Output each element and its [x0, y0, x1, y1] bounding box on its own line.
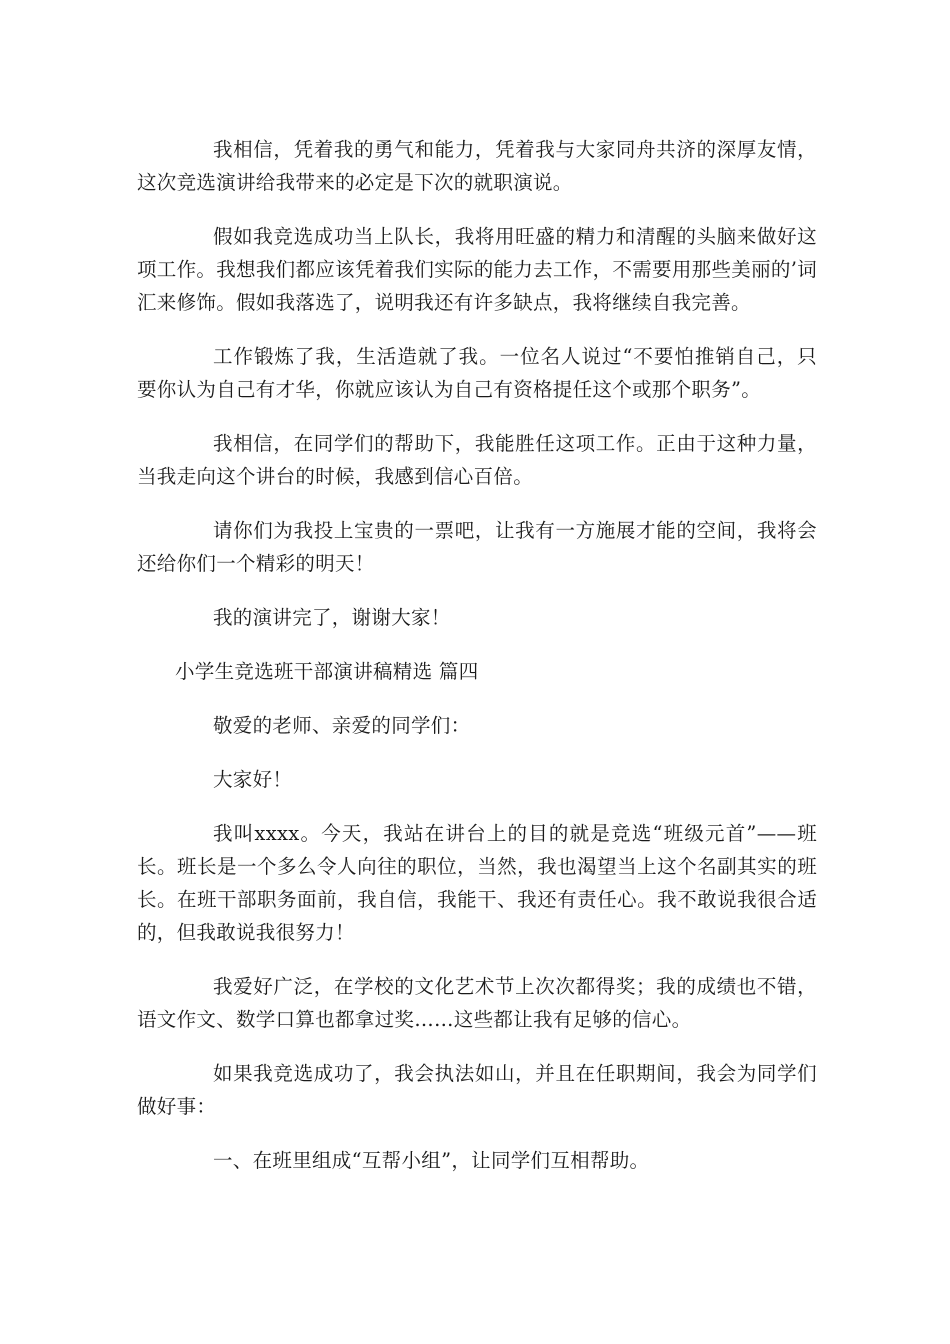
paragraph-closing-thanks: 我的演讲完了，谢谢大家！	[213, 606, 451, 629]
paragraph-if-elected-captain: 假如我竞选成功当上队长，我将用旺盛的精力和清醒的头脑来做好这项工作。我想我们都应该凭着我们实际的能力去工作，不需要用那些美丽的’词汇来修饰。假如我落选了，说明我还有许多缺点，我将继续自我完善。	[137, 225, 817, 314]
section-heading: 小学生竞选班干部演讲稿精选 篇四	[175, 660, 479, 683]
paragraph-greeting: 大家好！	[213, 768, 293, 791]
paragraph-vote-request: 请你们为我投上宝贵的一票吧，让我有一方施展才能的空间，我将会还给你们一个精彩的明天！	[137, 519, 817, 575]
paragraph-confidence: 我相信，凭着我的勇气和能力，凭着我与大家同舟共济的深厚友情，这次竞选演讲给我带来的必定是下次的就职演说。	[137, 138, 817, 194]
document-body	[137, 133, 817, 1198]
paragraph-introduction: 我叫xxxx。今天，我站在讲台上的目的就是竞选“班级元首”——班长。班长是一个多么令人向往的职位，当然，我也渴望当上这个名副其实的班长。在班干部职务面前，我自信，我能干、我还有责任心。我不敢说我很合适的，但我敢说我很努力！	[137, 822, 817, 944]
paragraph-promise: 如果我竞选成功了，我会执法如山，并且在任职期间，我会为同学们做好事：	[137, 1062, 817, 1118]
paragraph-hobbies: 我爱好广泛，在学校的文化艺术节上次次都得奖；我的成绩也不错，语文作文、数学口算也都拿过奖……这些都让我有足够的信心。	[137, 975, 817, 1031]
paragraph-point-one: 一、在班里组成“互帮小组”，让同学们互相帮助。	[213, 1149, 650, 1172]
paragraph-work-forged-me: 工作锻炼了我，生活造就了我。一位名人说过“不要怕推销自己，只要你认为自己有才华，你就应该认为自己有资格提任这个或那个职务”。	[137, 345, 817, 401]
paragraph-with-classmates-help: 我相信，在同学们的帮助下，我能胜任这项工作。正由于这种力量，当我走向这个讲台的时候，我感到信心百倍。	[137, 432, 817, 488]
paragraph-salutation: 敬爱的老师、亲爱的同学们：	[213, 714, 471, 737]
